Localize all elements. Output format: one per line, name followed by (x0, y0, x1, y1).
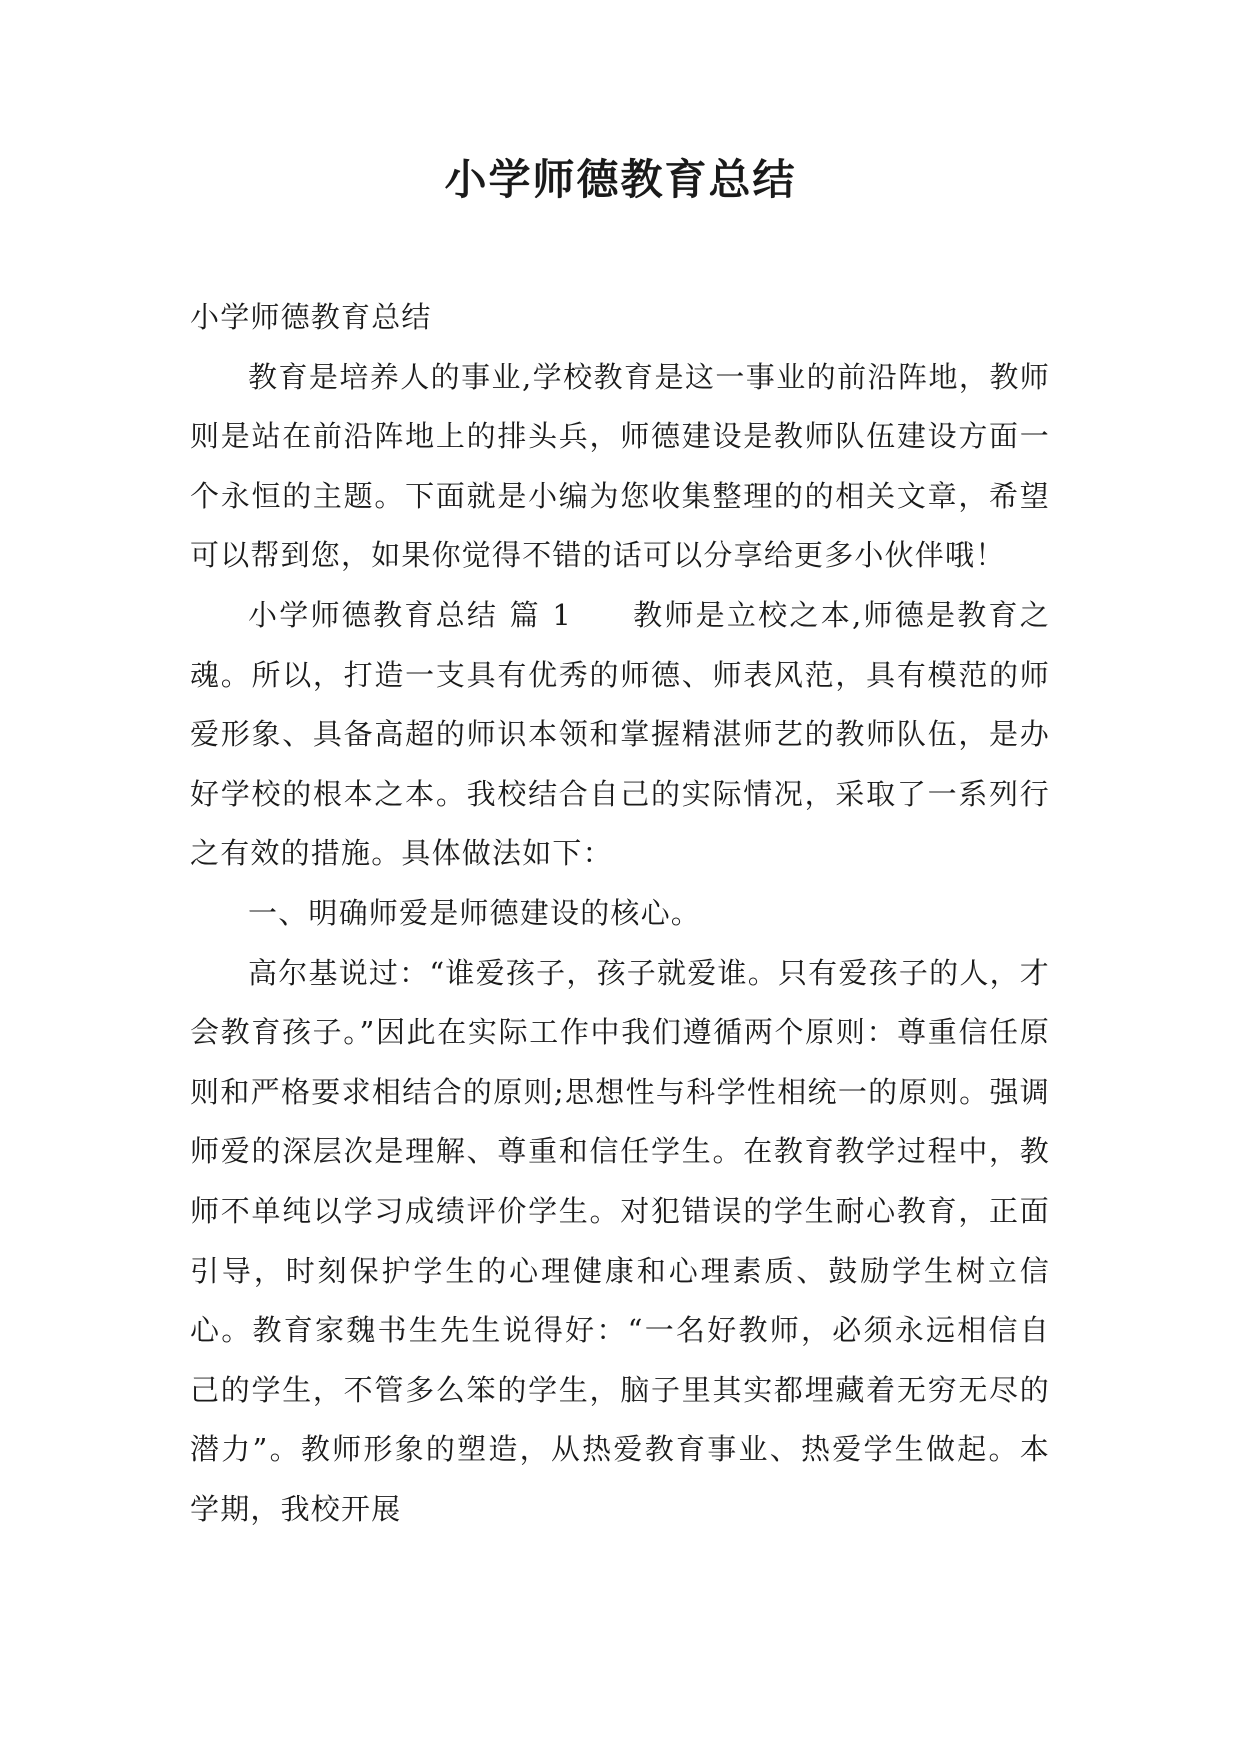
document-subtitle: 小学师德教育总结 (190, 300, 432, 334)
paragraph-1: 高尔基说过：“谁爱孩子，孩子就爱谁。只有爱孩子的人，才会教育孩子。”因此在实际工作中我们遵循两个原则：尊重信任原则和严格要求相结合的原则;思想性与科学性相统一的原则。强调师爱的深层次是理解、尊重和信任学生。在教育教学过程中，教师不单纯以学习成绩评价学生。对犯错误的学生耐心教育，正面引导，时刻保护学生的心理健康和心理素质、鼓励学生树立信心。教育家魏书生先生说得好：“一名好教师，必须永远相信自己的学生，不管多么笨的学生，脑子里其实都埋藏着无穷无尽的潜力”。教师形象的塑造，从热爱教育事业、热爱学生做起。本学期，我校开展 (190, 955, 1050, 1526)
section-text: 教师是立校之本,师德是教育之魂。所以，打造一支具有优秀的师德、师表风范，具有模范的师爱形象、具备高超的师识本领和掌握精湛师艺的教师队伍，是办好学校的根本之本。我校结合自己的实际情况，采取了一系列行之有效的措施。具体做法如下： (190, 597, 1050, 871)
document-body (190, 288, 1050, 1539)
document-title: 小学师德教育总结 (444, 155, 797, 204)
heading-1: 一、明确师爱是师德建设的核心。 (248, 895, 702, 930)
section-paragraph (190, 586, 1050, 884)
intro-paragraph: 教育是培养人的事业,学校教育是这一事业的前沿阵地，教师则是站在前沿阵地上的排头兵，师德建设是教师队伍建设方面一个永恒的主题。下面就是小编为您收集整理的的相关文章，希望可以帮到您，如果你觉得不错的话可以分享给更多小伙伴哦！ (190, 359, 1050, 573)
section-label: 小学师德教育总结 篇 1 (248, 597, 573, 632)
